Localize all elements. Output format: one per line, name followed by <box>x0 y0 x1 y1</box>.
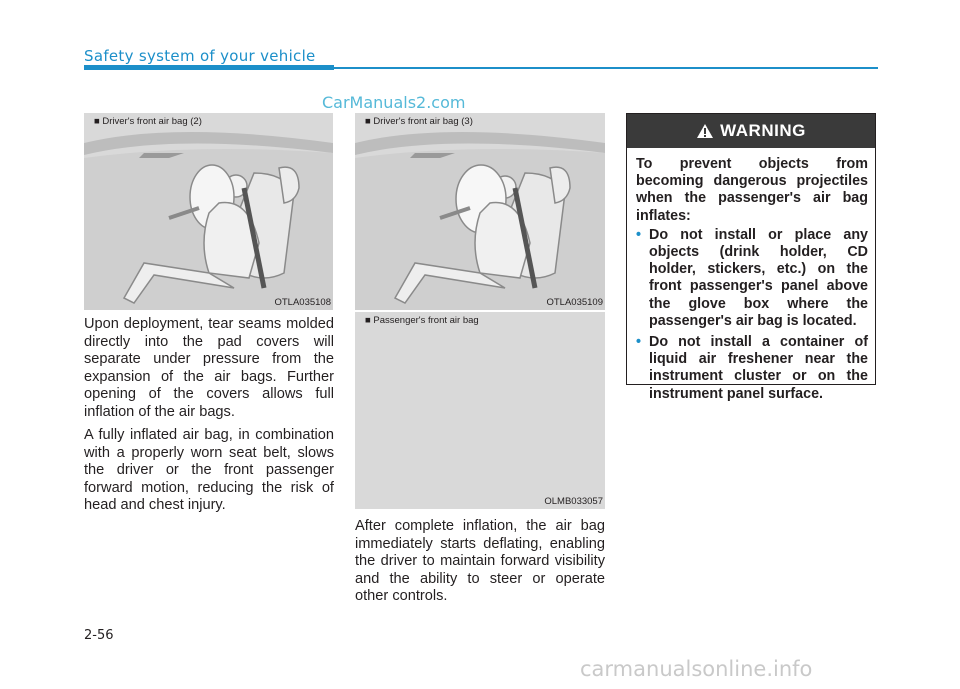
header-bar <box>84 65 334 70</box>
warning-title: WARNING <box>720 121 806 140</box>
bullet-icon: • <box>636 334 642 351</box>
paragraph-deflating: After complete inflation, the air bag immediately starts deflating, enabling the driver to maintain forward visibility and the ability to steer or operate other controls. <box>355 518 605 604</box>
warning-item <box>636 227 868 330</box>
page-number: 2-56 <box>84 628 114 643</box>
figure-drivers-air-bag-3 <box>355 113 605 310</box>
figure-code: OLMB033057 <box>544 496 603 507</box>
airbag-illustration-icon <box>355 113 605 310</box>
paragraph-inflated: A fully inflated air bag, in combination with a properly worn seat belt, slows the driver or the front passenger forward motion, reducing the risk of head and chest injury. <box>84 427 334 513</box>
warning-item <box>636 334 868 403</box>
warning-list <box>636 227 868 403</box>
warning-item-text: Do not install or place any objects (drink holder, CD holder, stickers, etc.) on the front passenger's panel above the glove box where the passenger's air bag is located. <box>649 226 868 329</box>
figure-code: OTLA035108 <box>274 297 331 308</box>
figure-code: OTLA035109 <box>546 297 603 308</box>
figure-caption: ■ Driver's front air bag (3) <box>365 116 473 127</box>
watermark-top: CarManuals2.com <box>322 93 466 112</box>
header-rule <box>334 67 878 69</box>
figure-passengers-air-bag <box>355 312 605 509</box>
airbag-illustration-icon <box>84 113 333 310</box>
warning-item-text: Do not install a container of liquid air freshener near the instrument cluster or on the instrument panel surface. <box>649 334 868 402</box>
warning-body <box>627 148 875 403</box>
section-title: Safety system of your vehicle <box>84 47 316 65</box>
figure-caption: ■ Passenger's front air bag <box>365 315 479 326</box>
figure-caption: ■ Driver's front air bag (2) <box>94 116 202 127</box>
warning-triangle-icon <box>696 123 714 139</box>
bullet-icon: • <box>636 226 642 243</box>
figure-drivers-air-bag-2 <box>84 113 333 310</box>
paragraph-deployment: Upon deployment, tear seams molded directly into the pad covers will separate under pressure from the expansion of the air bags. Further opening of the covers allows full inflation of the air bags. <box>84 316 334 420</box>
watermark-bottom: carmanualsonline.info <box>580 657 813 681</box>
warning-box <box>626 113 876 402</box>
warning-header <box>627 114 875 148</box>
warning-intro: To prevent objects from becoming dangerous projectiles when the passenger's air bag inflates: <box>636 156 868 224</box>
left-column-text <box>84 316 334 521</box>
middle-column-text <box>355 518 605 612</box>
